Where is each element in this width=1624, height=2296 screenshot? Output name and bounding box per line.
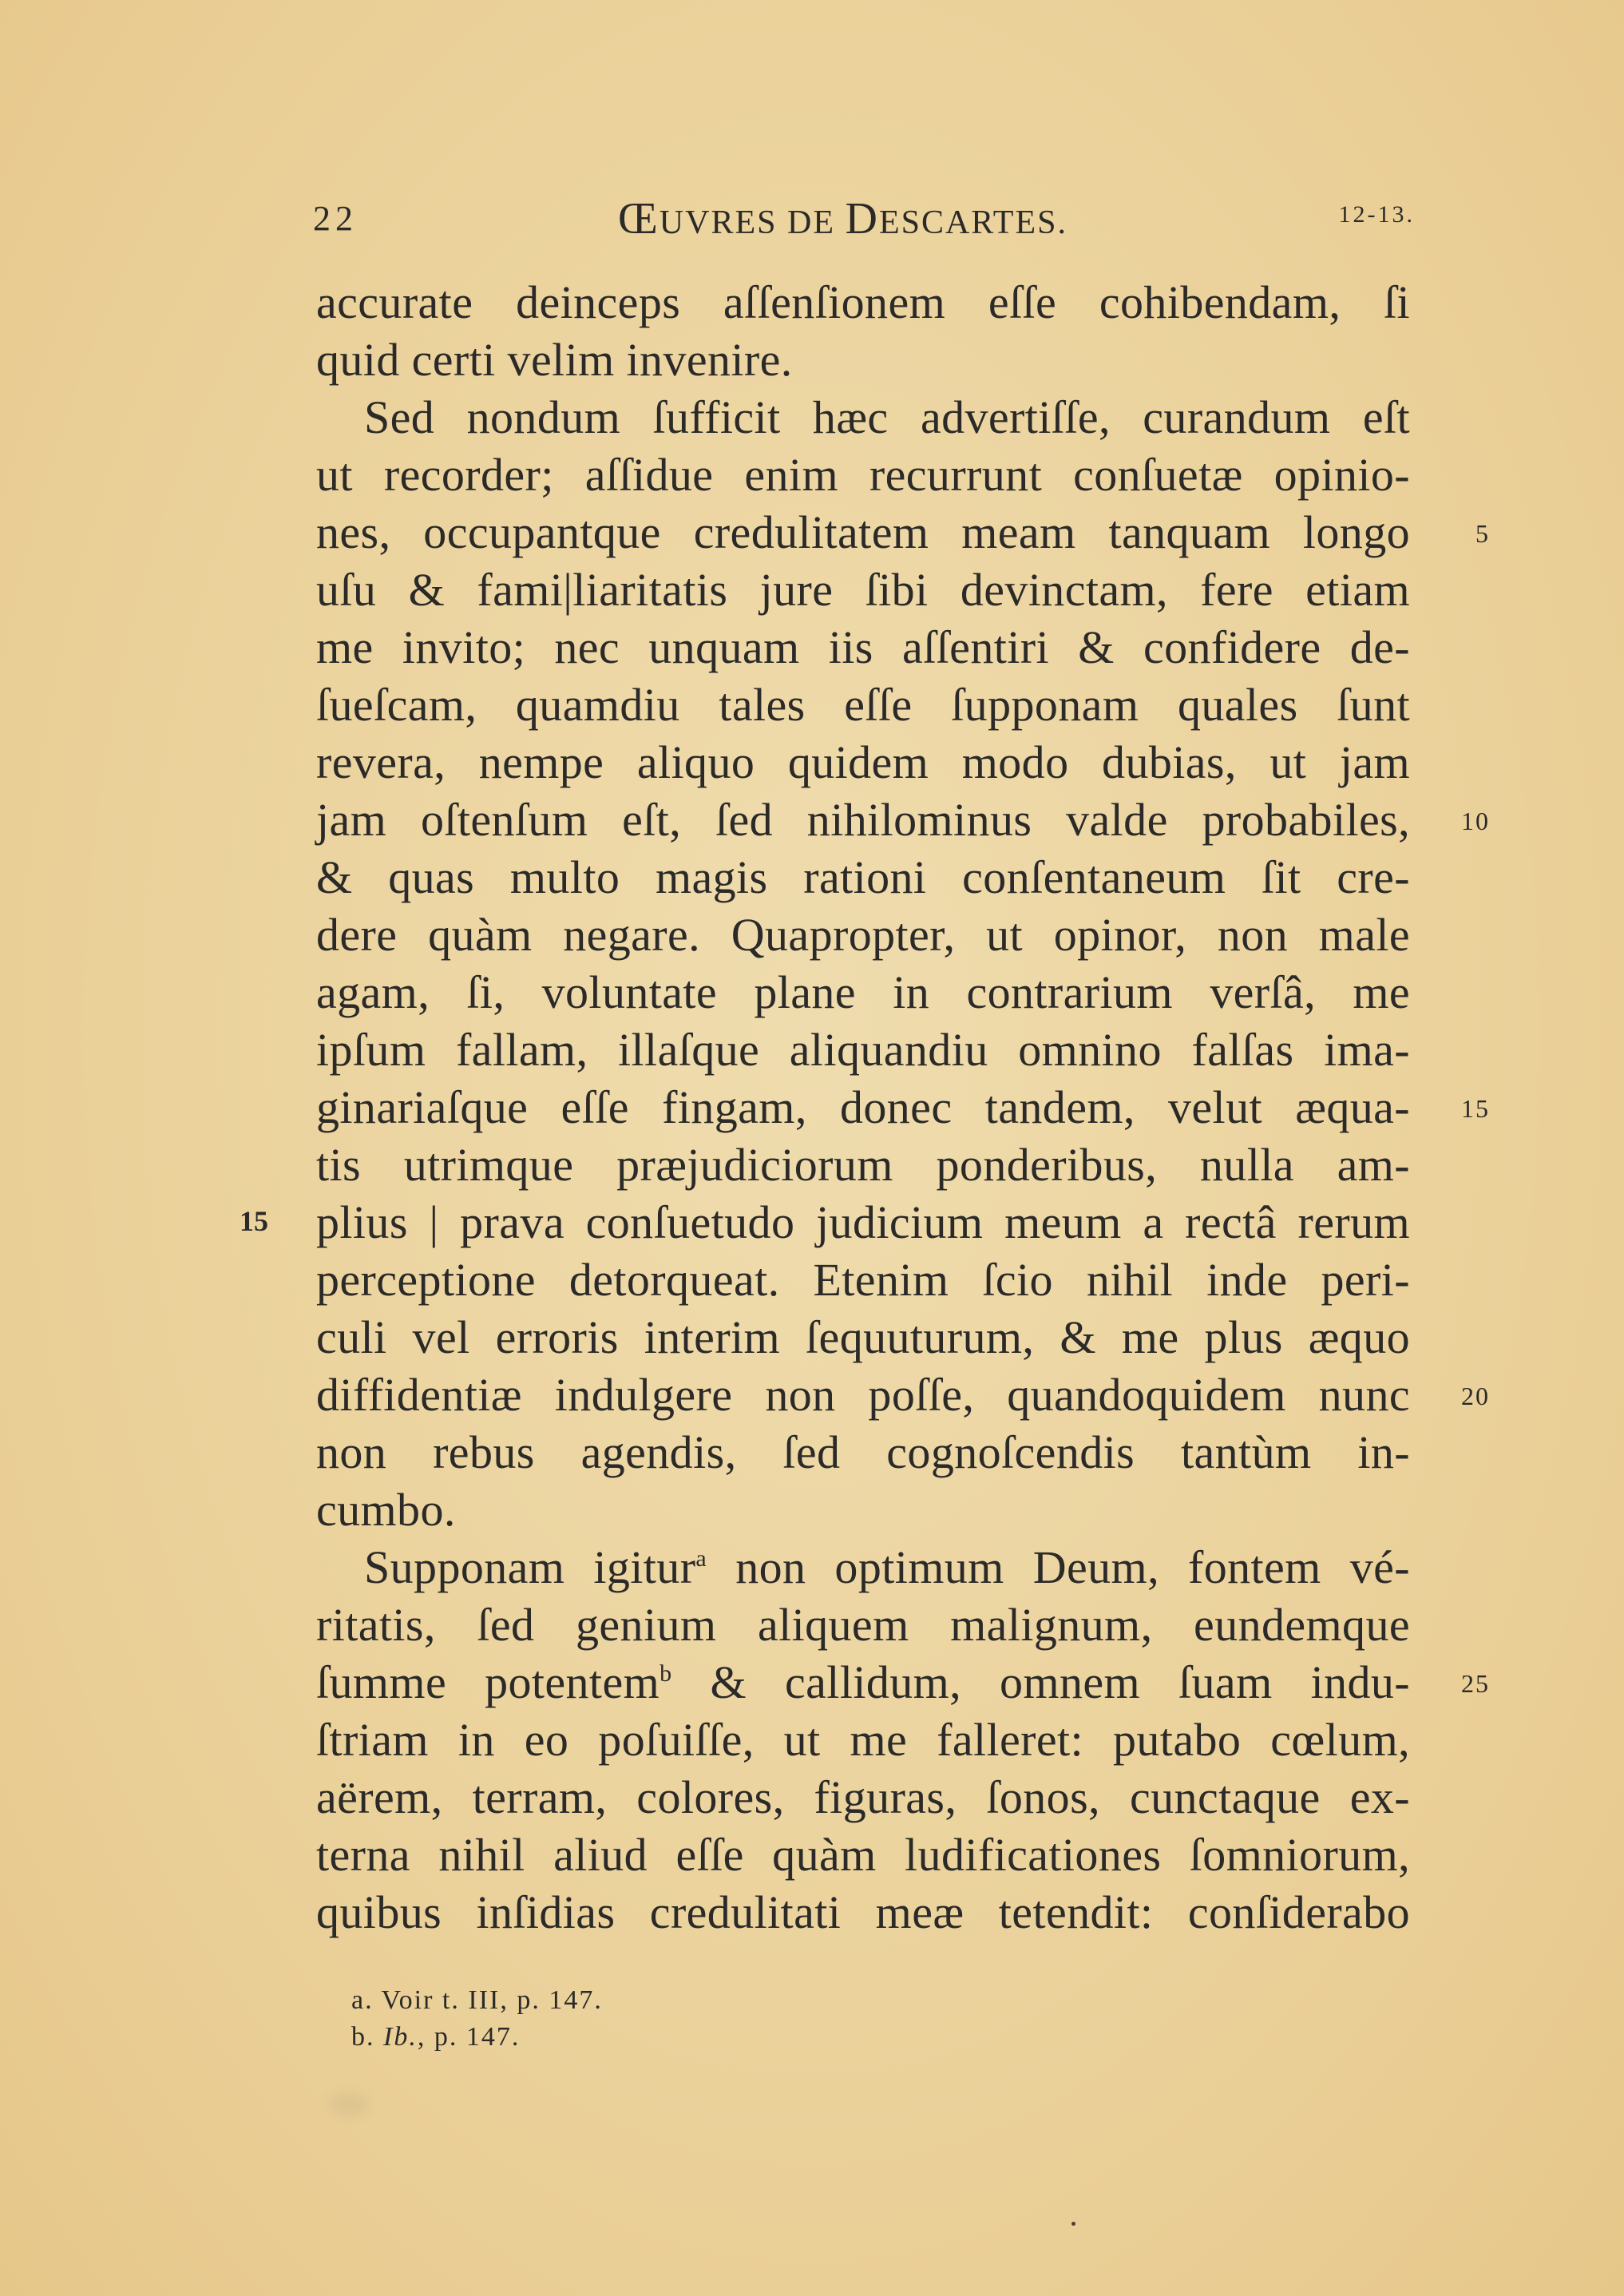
footnote-mark-b: b bbox=[660, 1660, 672, 1687]
running-head bbox=[313, 194, 1415, 246]
paper-smudge bbox=[329, 2092, 369, 2116]
text-line: culi vel erroris interim ſequuturum, & me plus æquo bbox=[316, 1311, 1410, 1363]
line-number-5: 5 bbox=[1475, 519, 1490, 548]
page-number: 22 bbox=[313, 199, 358, 238]
text-line: ritatis, ſed genium aliquem malignum, eundemque bbox=[316, 1599, 1410, 1651]
footnote-label: a. bbox=[351, 1985, 374, 2015]
text-line: diffidentiæ indulgere non poſſe, quandoquidem nunc bbox=[316, 1369, 1410, 1421]
text-line: revera, nempe aliquo quidem modo dubias, ut jam bbox=[316, 736, 1410, 788]
footnote-text: , p. 147. bbox=[417, 2022, 521, 2052]
title-small-caps-1: UVRES DE bbox=[659, 204, 846, 241]
text-line: & quas multo magis rationi conſentaneum ſit cre- bbox=[316, 851, 1410, 903]
text-line bbox=[316, 1654, 1410, 1711]
footnote-mark-a: a bbox=[695, 1545, 707, 1572]
text-line: ſtriam in eo poſuiſſe, ut me falleret: putabo cœlum, bbox=[316, 1714, 1410, 1766]
text-line: perceptione detorqueat. Etenim ſcio nihil inde peri- bbox=[316, 1254, 1410, 1306]
text-line: ut recorder; aſſidue enim recurrunt conſuetæ opinio- bbox=[316, 449, 1410, 501]
body-text bbox=[316, 274, 1410, 1941]
text-line: nes, occupantque credulitatem meam tanquam longo bbox=[316, 506, 1410, 558]
text-line: tis utrimque præjudiciorum ponderibus, nulla am- bbox=[316, 1139, 1410, 1191]
text-line: me invito; nec unquam iis aſſentiri & confidere de- bbox=[316, 621, 1410, 673]
line-number-20: 20 bbox=[1461, 1382, 1490, 1410]
line-number-25: 25 bbox=[1461, 1669, 1490, 1698]
text-line bbox=[316, 1539, 1410, 1596]
text-line: ipſum fallam, illaſque aliquandiu omnino falſas ima- bbox=[316, 1024, 1410, 1076]
text-line: uſu & fami|liaritatis jure ſibi devinctam, fere etiam bbox=[316, 564, 1410, 616]
text-line: Sed nondum ſufficit hæc advertiſſe, curandum eſt bbox=[364, 391, 1410, 443]
footnotes bbox=[351, 1982, 603, 2056]
title-small-caps-2: ESCARTES. bbox=[878, 204, 1067, 241]
text-line: quibus inſidias credulitati meæ tetendit: conſiderabo bbox=[316, 1886, 1410, 1938]
book-title bbox=[618, 193, 1067, 244]
page-reference: 12-13. bbox=[1338, 201, 1415, 228]
text-line: quid certi velim invenire. bbox=[316, 334, 793, 386]
text-line: cumbo. bbox=[316, 1484, 456, 1536]
text-line: terna nihil aliud eſſe quàm ludificationes ſomniorum, bbox=[316, 1829, 1410, 1881]
text-line: ginariaſque eſſe fingam, donec tandem, velut æqua- bbox=[316, 1081, 1410, 1133]
title-capital-2: D bbox=[845, 194, 879, 244]
ink-speck bbox=[1071, 2222, 1075, 2226]
title-capital-1: Œ bbox=[618, 194, 660, 244]
footnote-text: Voir t. III, p. 147. bbox=[381, 1985, 603, 2015]
text-segment: ſumme potentem bbox=[316, 1656, 660, 1708]
text-line: accurate deinceps aſſenſionem eſſe cohibendam, ſi bbox=[316, 276, 1410, 328]
text-line: aërem, terram, colores, figuras, ſonos, cunctaque ex- bbox=[316, 1771, 1410, 1823]
text-line: plius | prava conſuetudo judicium meum a rectâ rerum bbox=[316, 1196, 1410, 1248]
text-segment: Supponam igitur bbox=[364, 1541, 696, 1593]
edition-page-marker: 15 bbox=[240, 1205, 268, 1237]
text-line: non rebus agendis, ſed cognoſcendis tantùm in- bbox=[316, 1426, 1410, 1478]
footnote-a bbox=[351, 1982, 603, 2019]
text-segment: non optimum Deum, fontem vé- bbox=[735, 1541, 1410, 1593]
line-number-15: 15 bbox=[1461, 1094, 1490, 1123]
text-line: dere quàm negare. Quapropter, ut opinor, non male bbox=[316, 909, 1410, 961]
line-number-10: 10 bbox=[1461, 807, 1490, 835]
footnote-b bbox=[351, 2019, 603, 2056]
footnote-label: b. bbox=[351, 2022, 375, 2052]
text-segment: & callidum, omnem ſuam indu- bbox=[710, 1656, 1410, 1708]
text-line: agam, ſi, voluntate plane in contrarium verſâ, me bbox=[316, 966, 1410, 1018]
text-line: ſueſcam, quamdiu tales eſſe ſupponam quales ſunt bbox=[316, 679, 1410, 731]
footnote-ibid: Ib. bbox=[383, 2022, 418, 2052]
text-line: jam oſtenſum eſt, ſed nihilominus valde probabiles, bbox=[316, 794, 1410, 846]
